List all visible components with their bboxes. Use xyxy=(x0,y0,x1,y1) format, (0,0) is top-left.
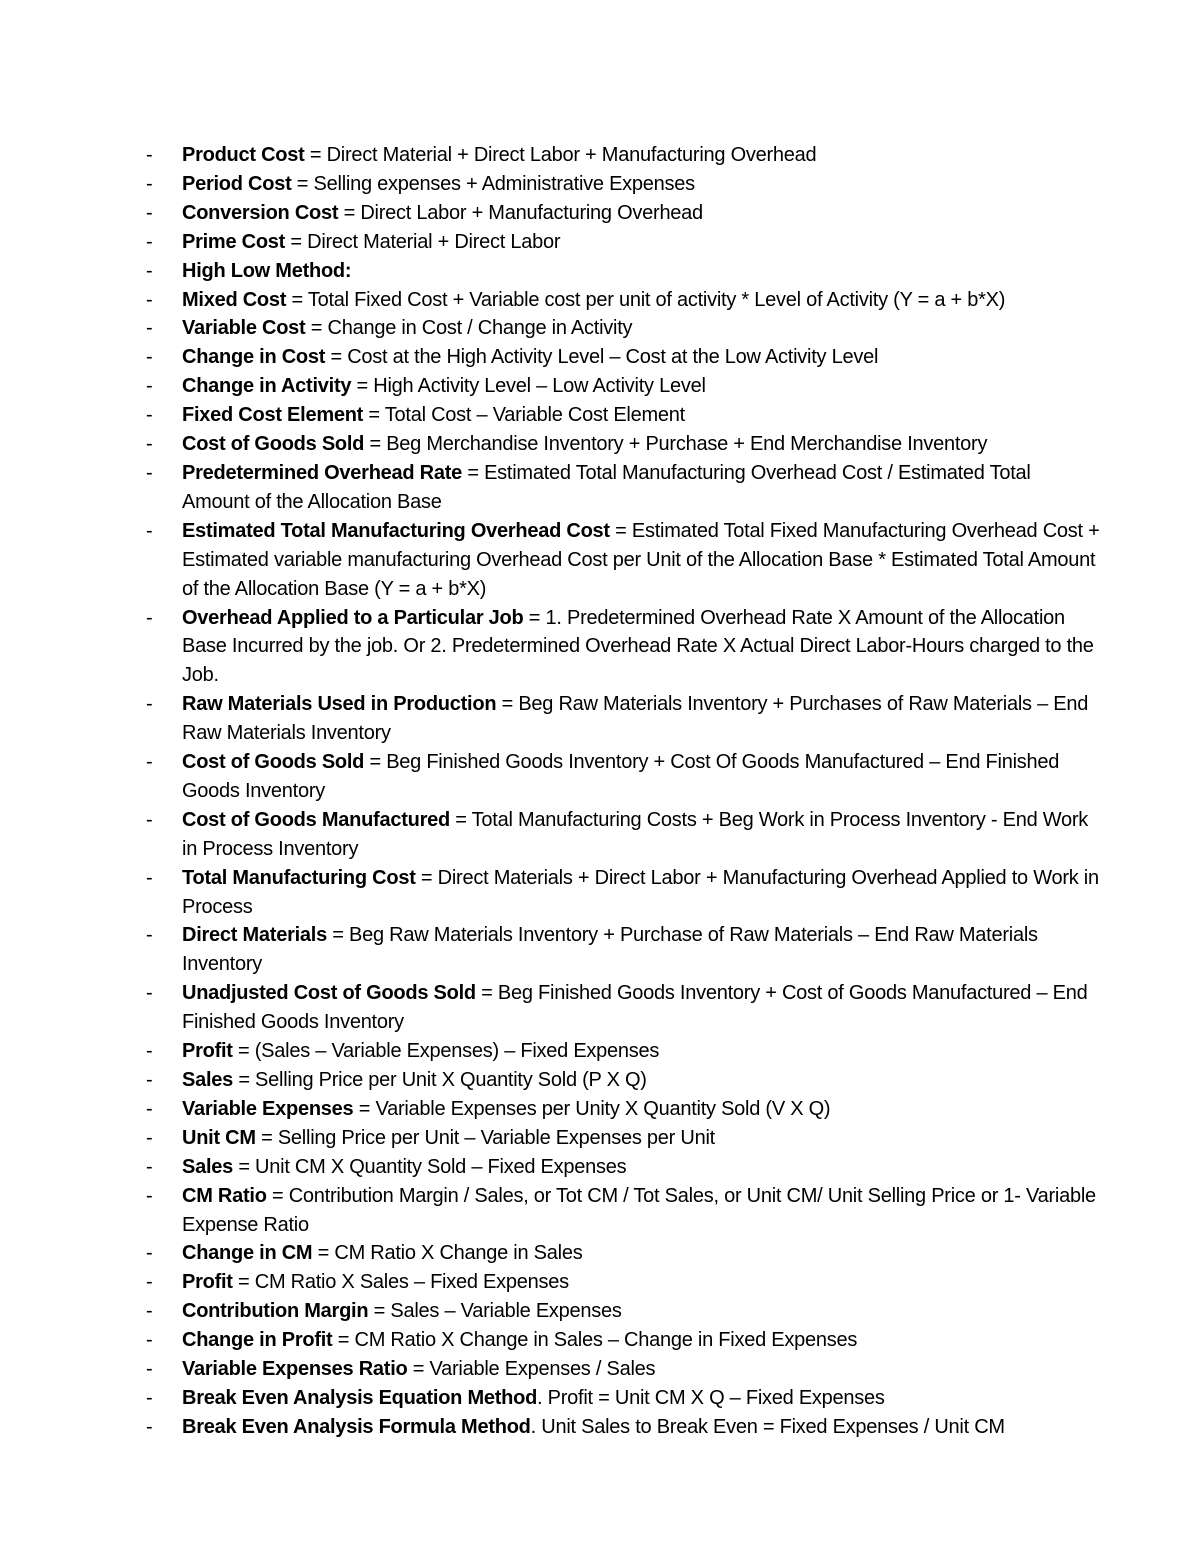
bullet-dash: - xyxy=(146,404,153,427)
formula-item xyxy=(0,806,1100,864)
formula-definition: = Unit CM X Quantity Sold – Fixed Expenses xyxy=(233,1155,627,1178)
formula-definition: = Cost at the High Activity Level – Cost at the Low Activity Level xyxy=(325,346,879,369)
formula-term: Overhead Applied to a Particular Job xyxy=(182,606,524,629)
formula-term: Cost of Goods Sold xyxy=(182,433,365,456)
bullet-dash: - xyxy=(146,1329,153,1352)
formula-item xyxy=(0,314,1100,343)
formula-item xyxy=(0,141,1100,170)
bullet-dash: - xyxy=(146,288,153,311)
formula-term: Raw Materials Used in Production xyxy=(182,693,497,716)
formula-item xyxy=(0,1124,1100,1153)
formula-term: Change in CM xyxy=(182,1242,313,1265)
formula-item xyxy=(0,1413,1100,1442)
formula-item xyxy=(0,604,1100,691)
formula-list xyxy=(0,141,1200,1442)
formula-term: Unit CM xyxy=(182,1126,256,1149)
formula-item xyxy=(0,921,1100,979)
formula-item xyxy=(0,199,1100,228)
bullet-dash: - xyxy=(146,1386,153,1409)
formula-definition: = CM Ratio X Change in Sales xyxy=(312,1242,583,1265)
bullet-dash: - xyxy=(146,1126,153,1149)
formula-term: Break Even Analysis Formula Method xyxy=(182,1415,531,1438)
formula-item xyxy=(0,690,1100,748)
bullet-dash: - xyxy=(146,519,153,542)
formula-definition: = (Sales – Variable Expenses) – Fixed Expenses xyxy=(232,1040,660,1063)
bullet-dash: - xyxy=(146,375,153,398)
formula-term: Profit xyxy=(182,1040,233,1063)
formula-term: Prime Cost xyxy=(182,230,286,253)
formula-definition: = High Activity Level – Low Activity Level xyxy=(351,375,706,398)
formula-term: Cost of Goods Manufactured xyxy=(182,808,450,831)
bullet-dash: - xyxy=(146,1040,153,1063)
formula-item xyxy=(0,1355,1100,1384)
formula-definition: = Estimated Total Fixed Manufacturing Overhead Cost + Estimated variable manufacturing Overhead Cost per Unit of the Allocation Base * Estimated Total Amount of the Allocation Base (Y = a + b*X) xyxy=(182,519,1100,600)
formula-item xyxy=(0,979,1100,1037)
bullet-dash: - xyxy=(146,982,153,1005)
formula-term: Cost of Goods Sold xyxy=(182,751,365,774)
formula-item xyxy=(0,1095,1100,1124)
formula-term: Profit xyxy=(182,1271,233,1294)
formula-term: Contribution Margin xyxy=(182,1300,369,1323)
bullet-dash: - xyxy=(146,1358,153,1381)
bullet-dash: - xyxy=(146,461,153,484)
formula-definition: . Unit Sales to Break Even = Fixed Expenses / Unit CM xyxy=(530,1415,1005,1438)
formula-definition: = Total Fixed Cost + Variable cost per unit of activity * Level of Activity (Y = a + b*X) xyxy=(286,288,1006,311)
formula-definition: = CM Ratio X Sales – Fixed Expenses xyxy=(232,1271,569,1294)
formula-definition: = Beg Finished Goods Inventory + Cost of Goods Manufactured – End Finished Goods Inventory xyxy=(182,982,1088,1034)
formula-item xyxy=(0,1268,1100,1297)
formula-definition: = Estimated Total Manufacturing Overhead Cost / Estimated Total Amount of the Allocation Base xyxy=(182,461,1031,513)
bullet-dash: - xyxy=(146,259,153,282)
formula-definition: = Direct Material + Direct Labor + Manufacturing Overhead xyxy=(304,144,817,166)
bullet-dash: - xyxy=(146,1415,153,1438)
formula-term: Variable Expenses xyxy=(182,1097,354,1120)
formula-item xyxy=(0,1326,1100,1355)
formula-item xyxy=(0,517,1100,604)
formula-item xyxy=(0,1297,1100,1326)
bullet-dash: - xyxy=(146,606,153,629)
bullet-dash: - xyxy=(146,693,153,716)
formula-term: Variable Expenses Ratio xyxy=(182,1358,408,1381)
formula-definition: = Variable Expenses per Unity X Quantity Sold (V X Q) xyxy=(353,1097,831,1120)
bullet-dash: - xyxy=(146,1069,153,1091)
formula-item xyxy=(0,401,1100,430)
formula-definition: = Direct Labor + Manufacturing Overhead xyxy=(338,201,703,224)
formula-item xyxy=(0,1066,1100,1095)
bullet-dash: - xyxy=(146,230,153,253)
formula-term: Sales xyxy=(182,1155,234,1178)
bullet-dash: - xyxy=(146,317,153,340)
bullet-dash: - xyxy=(146,1300,153,1323)
formula-definition: = Direct Materials + Direct Labor + Manufacturing Overhead Applied to Work in Process xyxy=(182,866,1099,918)
formula-item xyxy=(0,1239,1100,1268)
formula-item xyxy=(0,257,1100,286)
bullet-dash: - xyxy=(146,346,153,369)
formula-item xyxy=(0,343,1100,372)
formula-definition: = 1. Predetermined Overhead Rate X Amount of the Allocation Base Incurred by the job. Or 2. Predetermined Overhead Rate X Actual Direct Labor-Hours charged to the Job. xyxy=(182,606,1094,687)
formula-item xyxy=(0,430,1100,459)
formula-definition: = Beg Finished Goods Inventory + Cost Of Goods Manufactured – End Finished Goods Inventory xyxy=(182,751,1060,802)
formula-term: Unadjusted Cost of Goods Sold xyxy=(182,982,476,1005)
formula-definition: = Contribution Margin / Sales, or Tot CM / Tot Sales, or Unit CM/ Unit Selling Price or 1- Variable Expense Ratio xyxy=(182,1184,1096,1236)
formula-term: Change in Activity xyxy=(182,375,352,398)
bullet-dash: - xyxy=(146,924,153,947)
bullet-dash: - xyxy=(146,866,153,889)
formula-definition: = Sales – Variable Expenses xyxy=(368,1300,622,1323)
formula-term: Fixed Cost Element xyxy=(182,404,364,427)
formula-term: Estimated Total Manufacturing Overhead Cost xyxy=(182,519,610,542)
bullet-dash: - xyxy=(146,1271,153,1294)
formula-definition: = Total Cost – Variable Cost Element xyxy=(363,404,685,427)
formula-term: Total Manufacturing Cost xyxy=(182,866,416,889)
formula-definition: = Beg Raw Materials Inventory + Purchases of Raw Materials – End Raw Materials Inventory xyxy=(182,693,1089,745)
formula-term: Conversion Cost xyxy=(182,201,339,224)
formula-term: Mixed Cost xyxy=(182,288,287,311)
formula-definition: = Beg Merchandise Inventory + Purchase + End Merchandise Inventory xyxy=(364,433,988,456)
bullet-dash: - xyxy=(146,201,153,224)
formula-item xyxy=(0,372,1100,401)
formula-term: Direct Materials xyxy=(182,924,327,947)
formula-item xyxy=(0,228,1100,257)
formula-definition: = Direct Material + Direct Labor xyxy=(285,230,561,253)
bullet-dash: - xyxy=(146,1184,153,1207)
bullet-dash: - xyxy=(146,1155,153,1178)
formula-item xyxy=(0,1037,1100,1066)
bullet-dash: - xyxy=(146,1242,153,1265)
formula-item xyxy=(0,1153,1100,1182)
bullet-dash: - xyxy=(146,144,153,166)
bullet-dash: - xyxy=(146,172,153,195)
formula-term: High Low Method: xyxy=(182,259,352,282)
formula-definition: = Selling Price per Unit X Quantity Sold (P X Q) xyxy=(233,1069,647,1091)
formula-term: CM Ratio xyxy=(182,1184,267,1207)
formula-definition: . Profit = Unit CM X Q – Fixed Expenses xyxy=(537,1386,885,1409)
formula-definition: = Variable Expenses / Sales xyxy=(407,1358,656,1381)
bullet-dash: - xyxy=(146,433,153,456)
formula-term: Change in Cost xyxy=(182,346,326,369)
formula-item xyxy=(0,459,1100,517)
formula-term: Change in Profit xyxy=(182,1329,333,1352)
formula-term: Period Cost xyxy=(182,172,292,195)
formula-item xyxy=(0,748,1100,806)
formula-item xyxy=(0,1384,1100,1413)
formula-definition: = Total Manufacturing Costs + Beg Work in Process Inventory - End Work in Process Inventory xyxy=(182,808,1089,860)
formula-definition: = Change in Cost / Change in Activity xyxy=(305,317,633,340)
formula-term: Product Cost xyxy=(182,144,305,166)
formula-definition: = Beg Raw Materials Inventory + Purchase of Raw Materials – End Raw Materials Inventory xyxy=(182,924,1038,976)
formula-item xyxy=(0,286,1100,315)
bullet-dash: - xyxy=(146,808,153,831)
formula-term: Sales xyxy=(182,1069,234,1091)
formula-item xyxy=(0,170,1100,199)
formula-term: Variable Cost xyxy=(182,317,306,340)
formula-definition: = Selling Price per Unit – Variable Expenses per Unit xyxy=(255,1126,715,1149)
formula-item xyxy=(0,864,1100,922)
formula-definition: = Selling expenses + Administrative Expenses xyxy=(291,172,695,195)
formula-item xyxy=(0,1182,1100,1240)
formula-term: Break Even Analysis Equation Method xyxy=(182,1386,538,1409)
bullet-dash: - xyxy=(146,751,153,774)
formula-term: Predetermined Overhead Rate xyxy=(182,461,463,484)
bullet-dash: - xyxy=(146,1097,153,1120)
formula-definition: = CM Ratio X Change in Sales – Change in Fixed Expenses xyxy=(332,1329,858,1352)
